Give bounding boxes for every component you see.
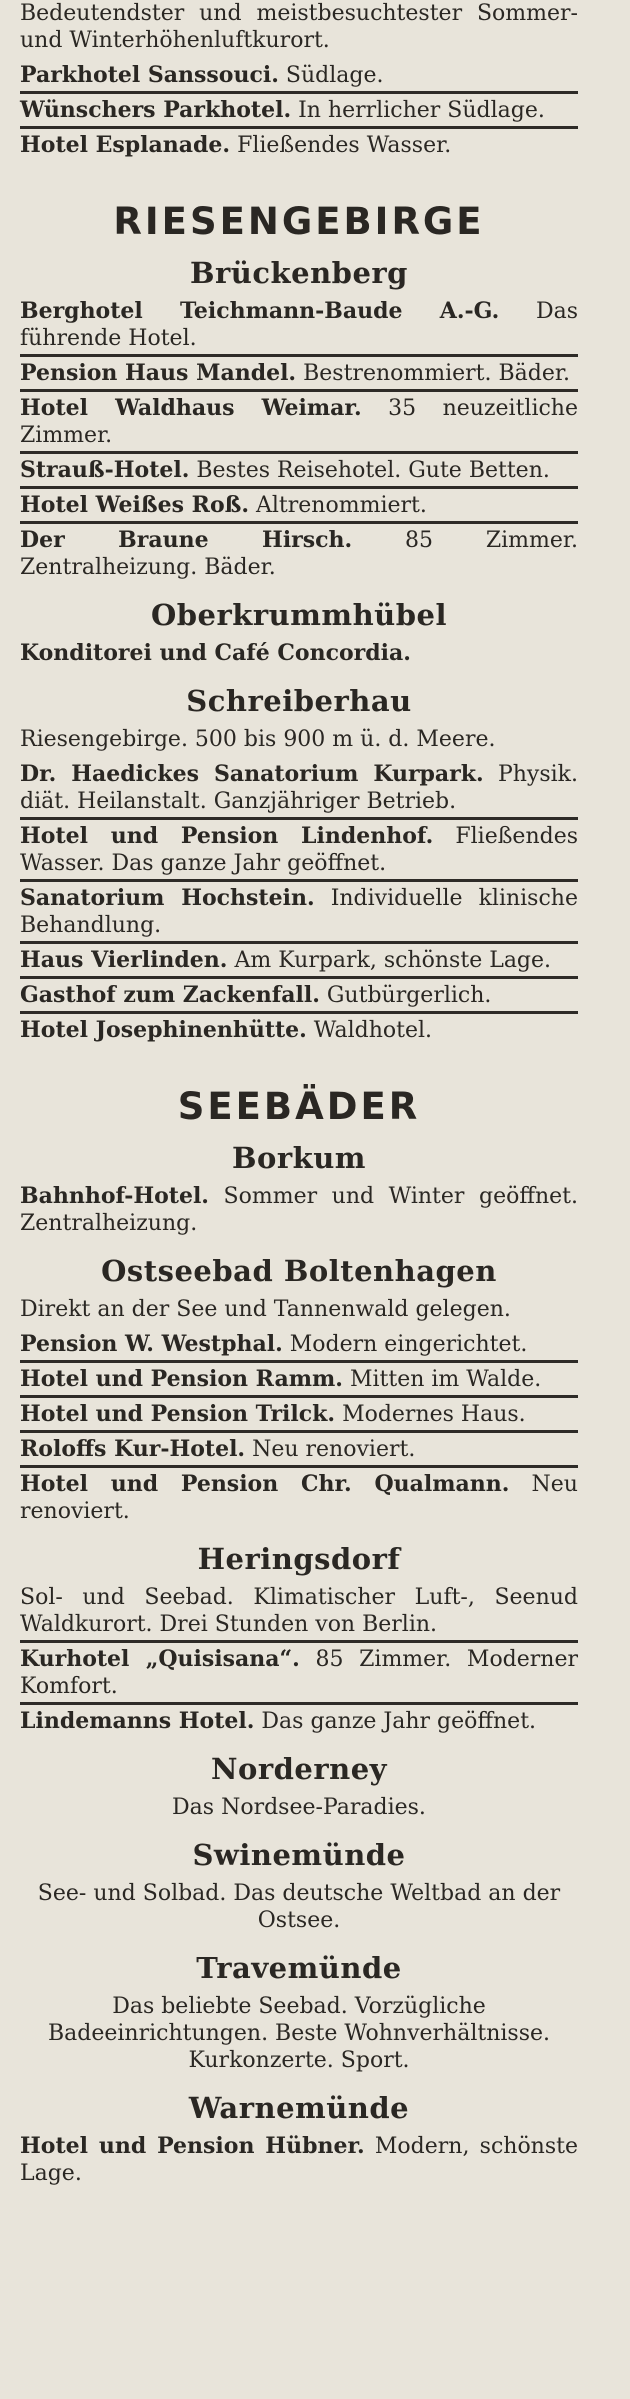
establishment-name: Roloffs Kur-Hotel. (20, 1436, 246, 1462)
description-line: Riesengebirge. 500 bis 900 m ü. d. Meere. (20, 727, 496, 752)
establishment-description: Physik. diät. Heilanstalt. Ganzjähriger Betrieb. (20, 762, 579, 814)
establishment-name: Hotel und Pension Hübner. (20, 2133, 365, 2159)
establishment-name: Parkhotel Sanssouci. (20, 62, 279, 88)
description-line: Bedeutendster und meistbesuchtester Sommer- und Winterhöhenluftkurort. (20, 1, 578, 53)
establishment-name: Hotel und Pension Trilck. (20, 1401, 336, 1427)
establishment-name: Hotel Weißes Roß. (20, 492, 249, 518)
description-line: Sol- und Seebad. Klimatischer Luft-, Seenud Waldkurort. Drei Stunden von Berlin. (20, 1584, 578, 1643)
listing-entry (20, 1646, 578, 1705)
establishment-description: Modern, schönste Lage. (20, 2134, 579, 2186)
establishment-description: Am Kurpark, schönste Lage. (234, 948, 552, 973)
establishment-description: Sommer und Winter geöffnet. Zentralheizung. (20, 1184, 578, 1236)
establishment-description: Fließendes Wasser. (237, 133, 452, 158)
establishment-name: Lindemanns Hotel. (20, 1708, 255, 1734)
listing-entry (20, 885, 578, 944)
listing-entry (20, 457, 578, 489)
listing-entry (20, 62, 578, 94)
establishment-name: Sanatorium Hochstein. (20, 885, 315, 911)
establishment-description: Südlage. (285, 63, 384, 88)
establishment-description: 85 Zimmer. Zentralheizung. Bäder. (20, 528, 578, 580)
place-heading-borkum: Borkum (232, 1141, 366, 1175)
establishment-name: Hotel und Pension Chr. Qualmann. (20, 1471, 510, 1497)
listing-entry (20, 761, 578, 820)
establishment-description: Neu renoviert. (20, 1472, 578, 1524)
listing-entry (20, 2133, 578, 2192)
establishment-description: Modernes Haus. (342, 1402, 526, 1427)
establishment-description: Gutbürgerlich. (326, 983, 492, 1008)
listing-entry (20, 1471, 578, 1530)
listing-entry (20, 1401, 578, 1433)
listing-entry (20, 97, 578, 129)
establishment-description: 85 Zimmer. Moderner Komfort. (20, 1647, 579, 1699)
establishment-name: Pension W. Westphal. (20, 1331, 283, 1357)
listing-entry (20, 982, 578, 1014)
establishment-name: Pension Haus Mandel. (20, 360, 297, 386)
listing-entry (20, 298, 578, 357)
place-heading-ostseebad-boltenhagen: Ostseebad Boltenhagen (101, 1254, 497, 1288)
listing-entry (20, 947, 578, 979)
establishment-name: Berghotel Teichmann-Baude A.-G. (20, 298, 500, 324)
establishment-name: Hotel Josephinenhütte. (20, 1017, 307, 1043)
description-line: Das Nordsee-Paradies. (172, 1795, 426, 1820)
establishment-name: Hotel Esplanade. (20, 132, 231, 158)
listing-entry (20, 395, 578, 454)
establishment-description: Individuelle klinische Behandlung. (20, 886, 578, 938)
listing-entry (20, 492, 578, 524)
section-heading-riesengebirge: RIESENGEBIRGE (113, 200, 485, 243)
place-heading-schreiberhau: Schreiberhau (186, 684, 412, 718)
establishment-name: Strauß-Hotel. (20, 457, 190, 483)
place-heading-norderney: Norderney (210, 1752, 388, 1786)
establishment-description: Das führende Hotel. (20, 299, 578, 351)
establishment-description: Waldhotel. (313, 1018, 433, 1043)
establishment-description: Bestrenommiert. Bäder. (303, 361, 570, 386)
establishment-description: Bestes Reisehotel. Gute Betten. (196, 458, 550, 483)
establishment-description: Modern eingerichtet. (289, 1332, 528, 1357)
establishment-name: Haus Vierlinden. (20, 947, 228, 973)
establishment-name: Hotel Waldhaus Weimar. (20, 395, 362, 421)
description-line: Direkt an der See und Tannenwald gelegen. (20, 1297, 511, 1322)
establishment-name: Hotel und Pension Ramm. (20, 1366, 343, 1392)
establishment-description: Das ganze Jahr geöffnet. (261, 1709, 537, 1734)
listing-entry (20, 1017, 578, 1049)
listing-entry (20, 1708, 578, 1740)
establishment-name: Konditorei und Café Concordia. (20, 640, 411, 666)
listing-entry (20, 1366, 578, 1398)
establishment-name: Der Braune Hirsch. (20, 527, 353, 553)
place-heading-warnemuende: Warnemünde (188, 2091, 410, 2125)
listing-column (20, 0, 578, 2195)
place-heading-oberkrummhuebel: Oberkrummhübel (150, 598, 447, 632)
listing-entry (20, 1331, 578, 1363)
listing-entry (20, 132, 578, 164)
establishment-name: Dr. Haedickes Sanatorium Kurpark. (20, 761, 484, 787)
establishment-description: Neu renoviert. (252, 1437, 416, 1462)
place-heading-travemuende: Travemünde (196, 1951, 402, 1985)
listing-entry (20, 1183, 578, 1242)
listing-entry (20, 640, 578, 672)
establishment-description: 35 neuzeitliche Zimmer. (20, 396, 578, 448)
place-heading-heringsdorf: Heringsdorf (197, 1542, 401, 1576)
establishment-name: Wünschers Parkhotel. (20, 97, 292, 123)
establishment-description: In herrlicher Südlage. (298, 98, 545, 123)
description-line: See- und Solbad. Das deutsche Weltbad an der Ostsee. (37, 1881, 561, 1933)
place-heading-swinemuende: Swinemünde (192, 1838, 406, 1872)
establishment-description: Mitten im Walde. (349, 1367, 542, 1392)
establishment-description: Fließendes Wasser. Das ganze Jahr geöffnet. (20, 824, 579, 876)
listing-entry (20, 360, 578, 392)
listing-entry (20, 1436, 578, 1468)
listing-entry (20, 823, 578, 882)
establishment-description: Altrenommiert. (256, 493, 427, 518)
establishment-name: Gasthof zum Zackenfall. (20, 982, 320, 1008)
establishment-name: Hotel und Pension Lindenhof. (20, 823, 434, 849)
place-heading-brueckenberg: Brückenberg (190, 256, 408, 290)
establishment-name: Bahnhof-Hotel. (20, 1183, 209, 1209)
listing-entry (20, 527, 578, 586)
section-heading-seebaeder: SEEBÄDER (177, 1085, 421, 1128)
establishment-name: Kurhotel „Quisisana“. (20, 1646, 300, 1672)
description-line: Das beliebte Seebad. Vorzügliche Badeeinrichtungen. Beste Wohnverhältnisse. Kurkonzerte. Sport. (47, 1994, 551, 2073)
